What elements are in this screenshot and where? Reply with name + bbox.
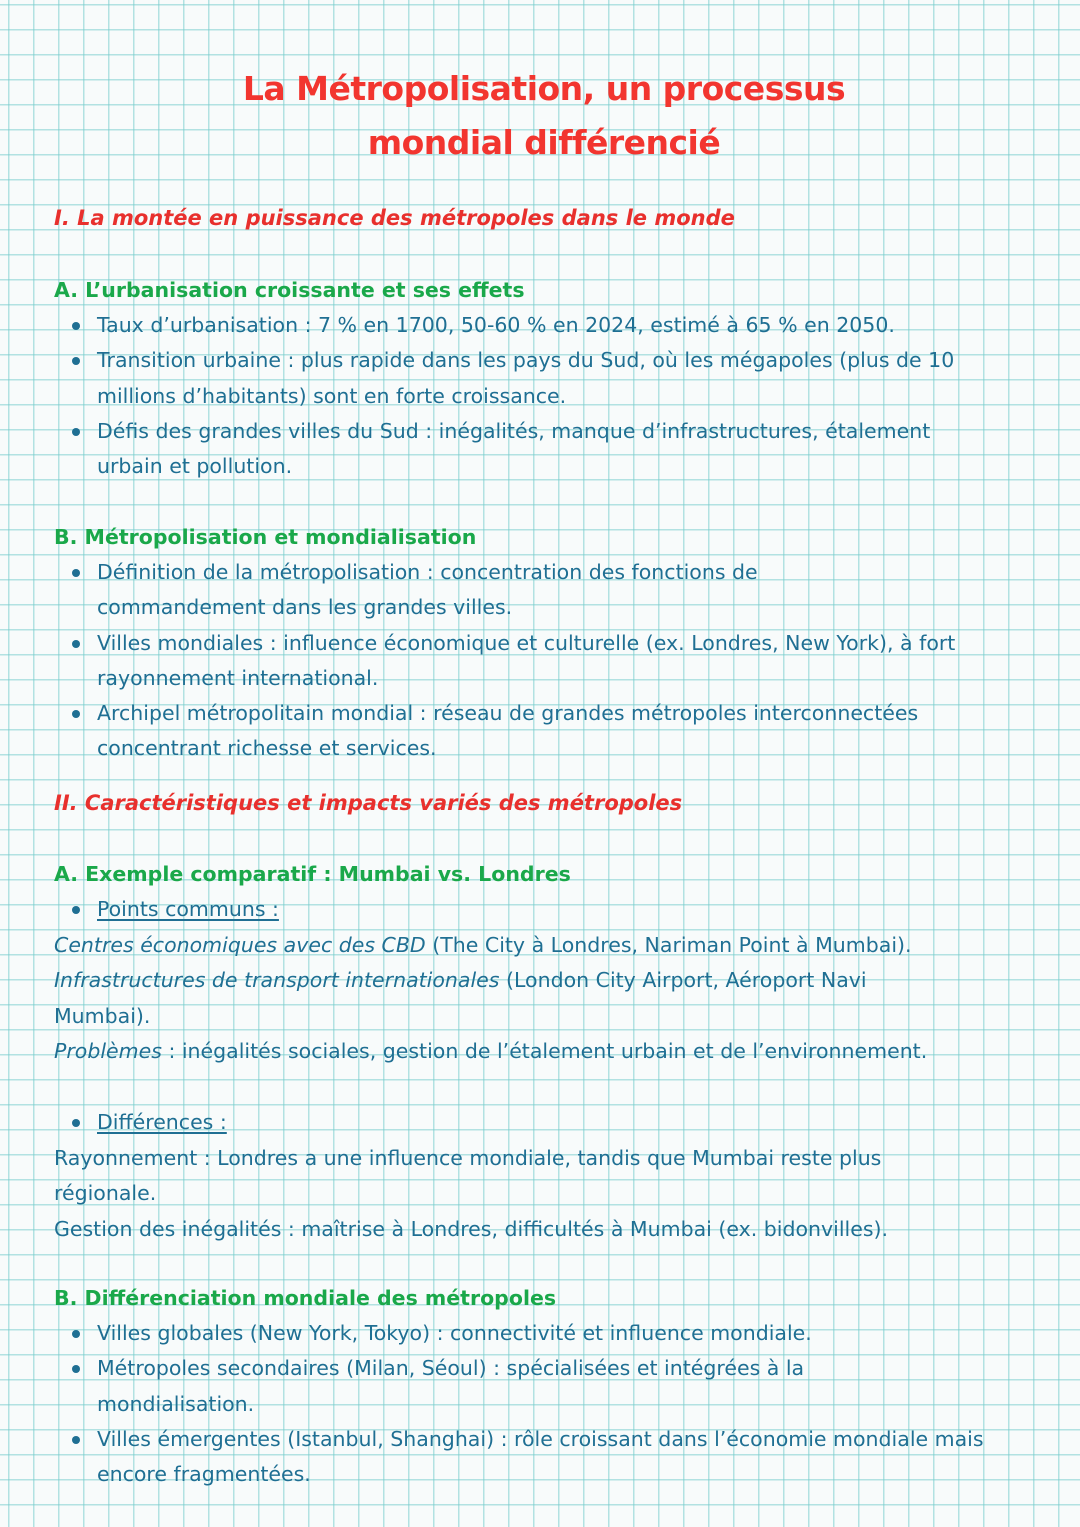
difference-item: Rayonnement : Londres a une influence mondiale, tandis que Mumbai reste plus régionale. xyxy=(54,1146,882,1206)
list-item: Archipel métropolitain mondial : réseau de grandes métropoles interconnectées concentrant richesse et services. xyxy=(54,696,1007,767)
list-item: Taux d’urbanisation : 7 % en 1700, 50-60 % en 2024, estimé à 65 % en 2050. xyxy=(54,308,994,343)
part2-sectionB-heading: B. Différenciation mondiale des métropoles xyxy=(54,1286,557,1310)
part2-sectionA-heading: A. Exemple comparatif : Mumbai vs. Londres xyxy=(54,862,571,886)
list-item: Définition de la métropolisation : concentration des fonctions de commandement dans les grandes villes. xyxy=(54,555,817,626)
page-title xyxy=(54,62,1034,170)
list-item: Villes émergentes (Istanbul, Shanghai) : rôle croissant dans l’économie mondiale mais encore fragmentées. xyxy=(54,1422,1017,1493)
differences-label: Différences : xyxy=(54,1105,994,1140)
difference-item: Gestion des inégalités : maîtrise à Londres, difficultés à Mumbai (ex. bidonvilles). xyxy=(54,1216,889,1241)
list-item: Défis des grandes villes du Sud : inégalités, manque d’infrastructures, étalement urbain et pollution. xyxy=(54,414,997,485)
part1-sectionA-heading: A. L’urbanisation croissante et ses effets xyxy=(54,278,525,302)
list-item: Métropoles secondaires (Milan, Séoul) : spécialisées et intégrées à la mondialisation. xyxy=(54,1351,897,1422)
list-item: Villes globales (New York, Tokyo) : connectivité et influence mondiale. xyxy=(54,1316,994,1351)
common-points-label: Points communs : xyxy=(54,892,994,927)
title-line-2: mondial différencié xyxy=(367,123,721,162)
common-point: Centres économiques avec des CBD (The City à Londres, Nariman Point à Mumbai). xyxy=(54,933,912,957)
common-point: Infrastructures de transport internationales (London City Airport, Aéroport Navi Mumbai). xyxy=(54,968,867,1028)
document-page xyxy=(54,62,1034,1487)
common-points-list xyxy=(54,892,994,927)
differences-text xyxy=(54,1141,1014,1247)
list-item: Villes mondiales : influence économique et culturelle (ex. Londres, New York), à fort rayonnement international. xyxy=(54,626,977,697)
part2-sectionB-list xyxy=(54,1316,994,1492)
differences-list xyxy=(54,1105,994,1140)
part2-heading: II. Caractéristiques et impacts variés des métropoles xyxy=(54,791,683,815)
common-point: Problèmes : inégalités sociales, gestion de l’étalement urbain et de l’environnement. xyxy=(54,1038,928,1063)
part1-sectionA-list xyxy=(54,308,994,484)
title-line-1: La Métropolisation, un processus xyxy=(242,69,846,108)
part1-sectionB-heading: B. Métropolisation et mondialisation xyxy=(54,525,477,549)
list-item: Transition urbaine : plus rapide dans les pays du Sud, où les mégapoles (plus de 10 millions d’habitants) sont en forte croissance. xyxy=(54,343,977,414)
part1-heading: I. La montée en puissance des métropoles dans le monde xyxy=(54,206,735,230)
part1-sectionB-list xyxy=(54,555,994,767)
common-points-text xyxy=(54,928,1014,1069)
